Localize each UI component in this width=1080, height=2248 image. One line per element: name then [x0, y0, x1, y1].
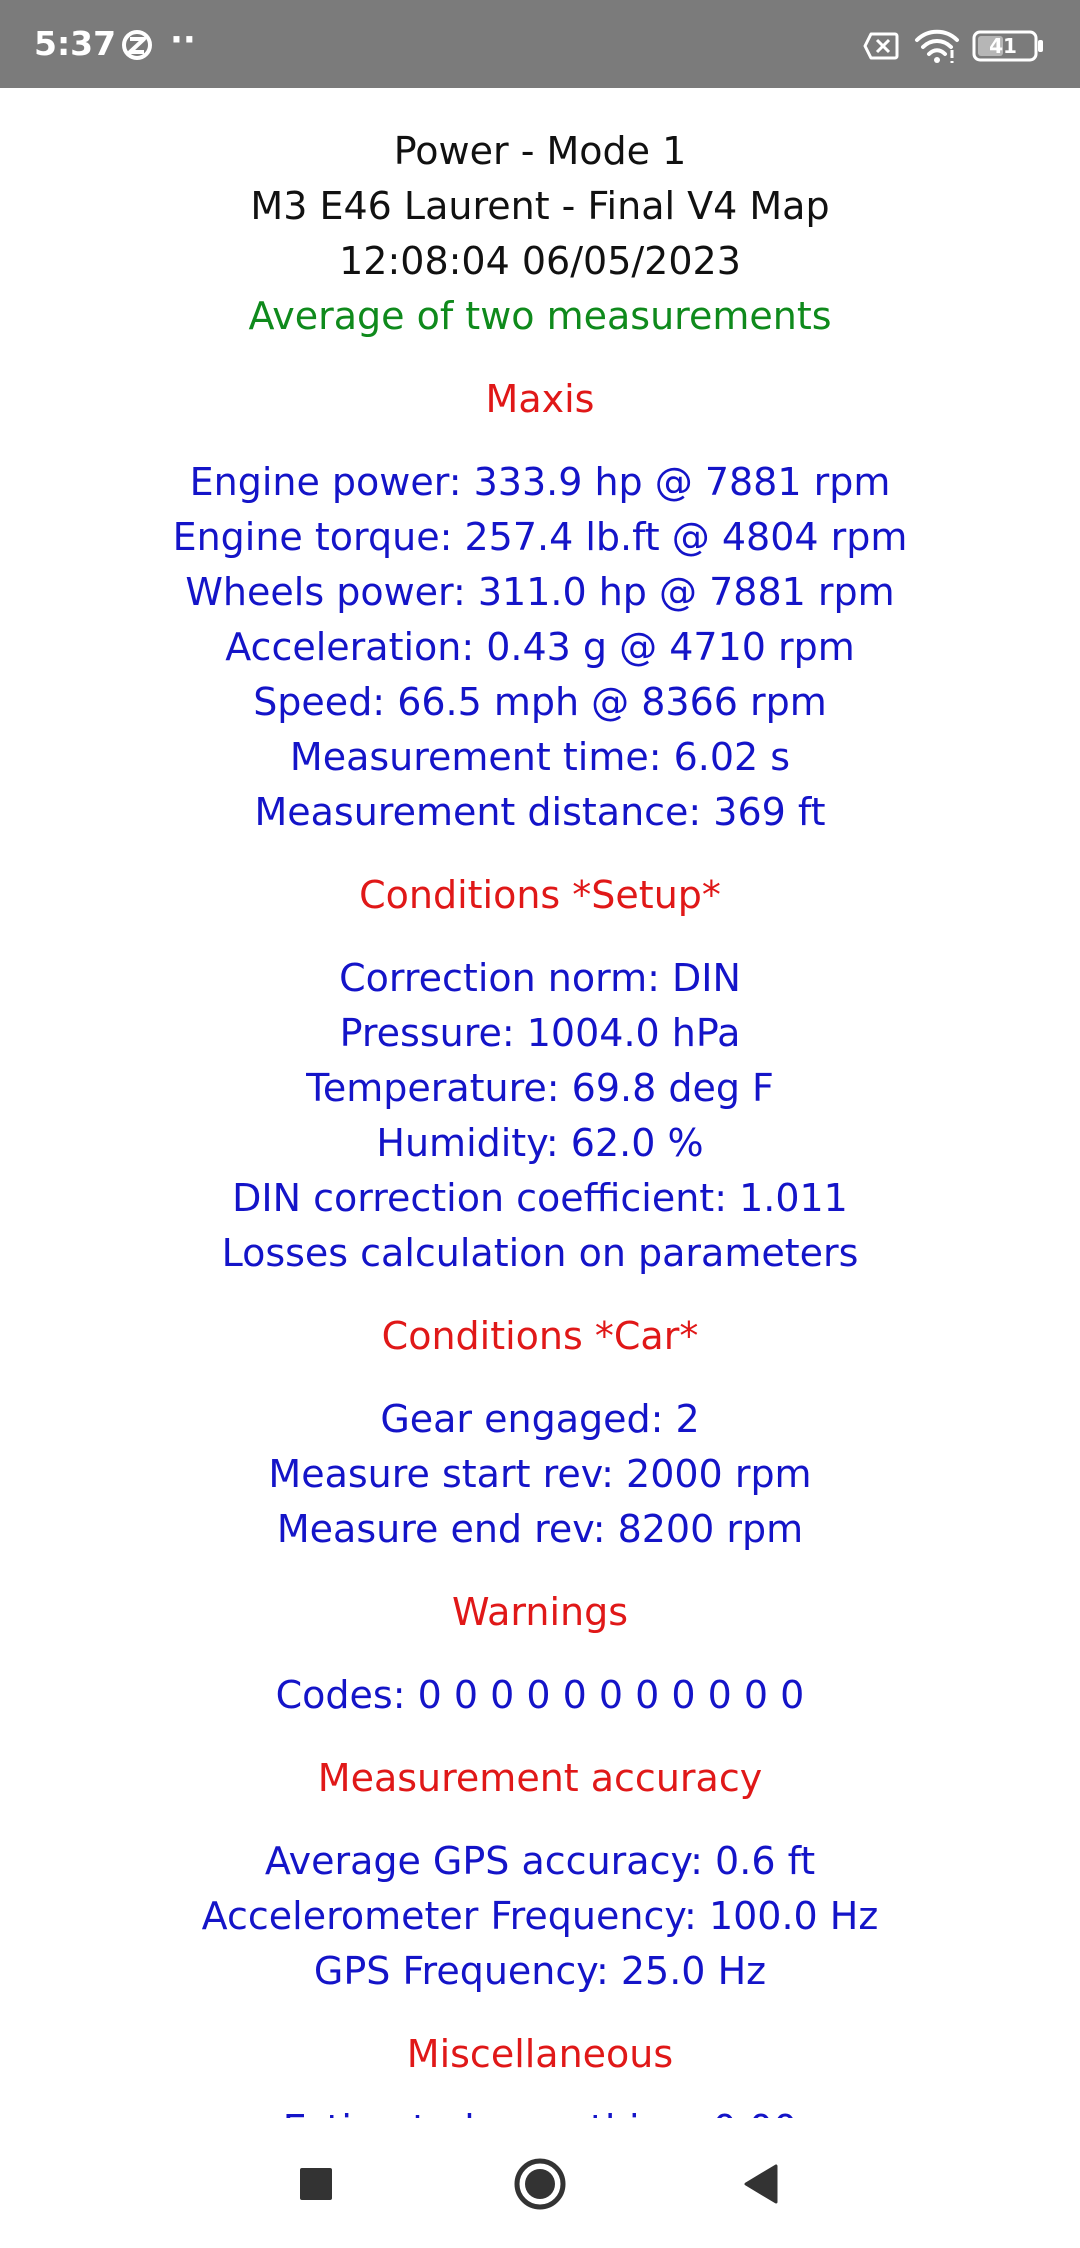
maxis-engine-torque: Engine torque: 257.4 lb.ft @ 4804 rpm [172, 515, 908, 559]
section-heading-conditions-setup: Conditions *Setup* [359, 873, 721, 917]
setup-temperature: Temperature: 69.8 deg F [306, 1066, 774, 1110]
sim-error-icon [863, 32, 899, 64]
recents-square-icon[interactable] [284, 2154, 348, 2214]
setup-humidity: Humidity: 62.0 % [376, 1121, 704, 1165]
section-heading-maxis: Maxis [485, 377, 595, 421]
maxis-engine-power: Engine power: 333.9 hp @ 7881 rpm [189, 460, 891, 504]
report-datetime: 12:08:04 06/05/2023 [339, 239, 741, 283]
maxis-measurement-distance: Measurement distance: 369 ft [254, 790, 826, 834]
maxis-speed: Speed: 66.5 mph @ 8366 rpm [253, 680, 827, 724]
report-subtitle: M3 E46 Laurent - Final V4 Map [250, 184, 830, 228]
setup-din-coefficient: DIN correction coefficient: 1.011 [232, 1176, 848, 1220]
sync-icon [120, 28, 154, 66]
back-triangle-icon[interactable] [730, 2154, 794, 2214]
setup-correction-norm: Correction norm: DIN [339, 956, 741, 1000]
car-start-rev: Measure start rev: 2000 rpm [268, 1452, 812, 1496]
status-time: 5:37 [34, 24, 117, 63]
notification-dots-icon: ·· [170, 20, 196, 60]
status-bar [0, 0, 1080, 88]
battery-level: 41 [989, 34, 1017, 58]
section-heading-conditions-car: Conditions *Car* [381, 1314, 699, 1358]
setup-losses-calculation: Losses calculation on parameters [221, 1231, 859, 1275]
maxis-wheels-power: Wheels power: 311.0 hp @ 7881 rpm [185, 570, 895, 614]
report-note: Average of two measurements [248, 294, 832, 338]
report-scroll-area[interactable] [0, 88, 1080, 2122]
maxis-measurement-time: Measurement time: 6.02 s [289, 735, 791, 779]
maxis-acceleration: Acceleration: 0.43 g @ 4710 rpm [225, 625, 855, 669]
warning-codes: Codes: 0 0 0 0 0 0 0 0 0 0 0 [275, 1673, 805, 1717]
car-gear-engaged: Gear engaged: 2 [380, 1397, 700, 1441]
setup-pressure: Pressure: 1004.0 hPa [339, 1011, 741, 1055]
accuracy-gps-frequency: GPS Frequency: 25.0 Hz [313, 1949, 767, 1993]
section-heading-warnings: Warnings [451, 1590, 629, 1634]
home-circle-icon[interactable] [508, 2154, 572, 2214]
section-heading-accuracy: Measurement accuracy [317, 1756, 763, 1800]
section-heading-miscellaneous: Miscellaneous [406, 2032, 674, 2076]
accuracy-gps: Average GPS accuracy: 0.6 ft [264, 1839, 816, 1883]
wifi-icon [914, 28, 960, 68]
navigation-bar [0, 2118, 1080, 2248]
report-content[interactable] [0, 88, 1080, 2118]
report-title: Power - Mode 1 [393, 129, 687, 173]
car-end-rev: Measure end rev: 8200 rpm [276, 1507, 804, 1551]
accuracy-accelerometer-frequency: Accelerometer Frequency: 100.0 Hz [201, 1894, 879, 1938]
